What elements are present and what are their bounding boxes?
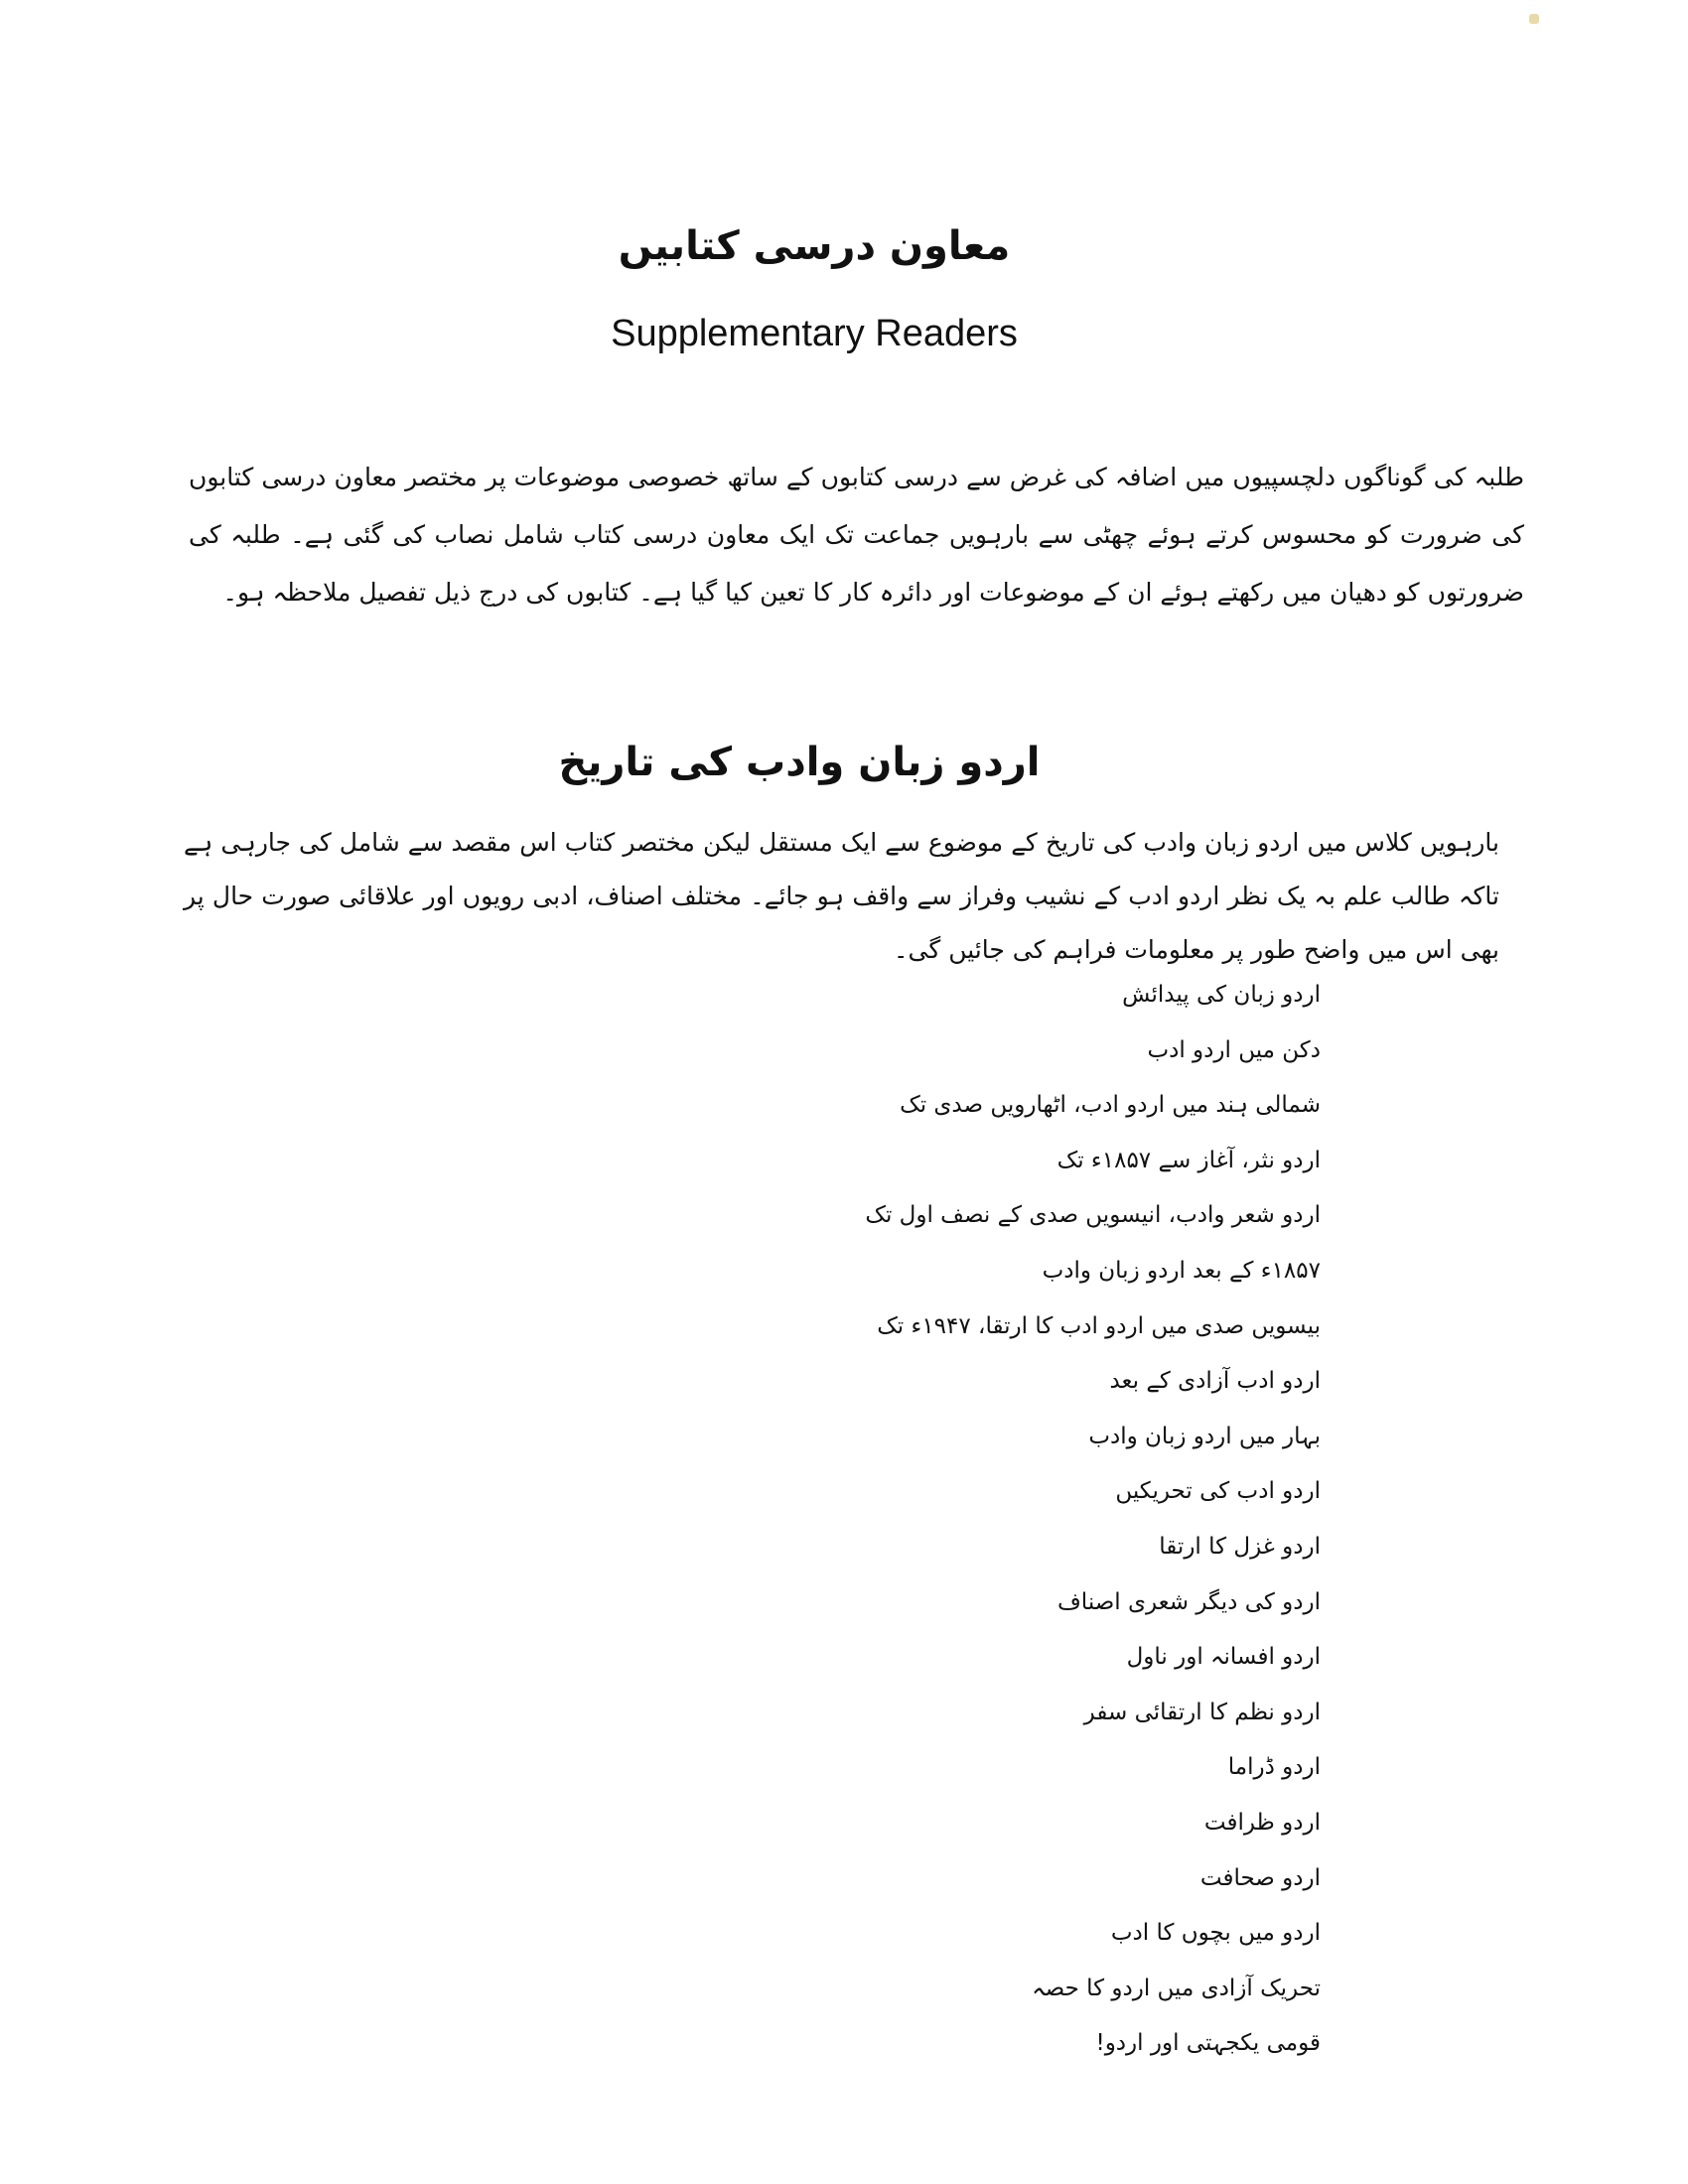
topic-item: اردو ظرافت — [1203, 1809, 1321, 1836]
topic-item: دکن میں اردو ادب — [1147, 1036, 1321, 1063]
topic-item: اردو میں بچوں کا ادب — [1110, 1920, 1321, 1947]
intro-paragraph: طلبہ کی گوناگوں دلچسپیوں میں اضافہ کی غرض سے درسی کتابوں کے ساتھ خصوصی موضوعات پر مختصر معاون درسی کتابوں کی ضرورت کو محسوس کرتے ہوئے چھٹی سے بارہویں جماعت تک ایک معاون درسی کتاب شامل نصاب کی گئی ہے۔ طلبہ کی ضرورتوں کو دھیان میں رکھتے ہوئے ان کے موضوعات اور دائرہ کار کا تعین کیا گیا ہے۔ کتابوں کی درج ذیل تفصیل ملاحظہ ہو۔ — [189, 463, 1524, 607]
topic-list — [865, 968, 1321, 2072]
topic-item: اردو ڈراما — [1227, 1754, 1321, 1781]
topic-item: اردو کی دیگر شعری اصناف — [1056, 1588, 1321, 1615]
topic-item: شمالی ہند میں اردو ادب، اٹھارویں صدی تک — [900, 1092, 1321, 1119]
topic-item: اردو صحافت — [1199, 1864, 1321, 1891]
scan-artifact — [1529, 14, 1539, 24]
topic-item: اردو نثر، آغاز سے ۱۸۵۷ء تک — [1056, 1147, 1321, 1173]
topic-item: اردو ادب کی تحریکیں — [1115, 1478, 1321, 1505]
topic-item: اردو شعر وادب، انیسویں صدی کے نصف اول تک — [865, 1202, 1321, 1229]
topic-item: اردو افسانہ اور ناول — [1126, 1644, 1321, 1671]
topic-item: اردو زبان کی پیدائش — [1122, 982, 1321, 1008]
topic-item: قومی یکجہتی اور اردو! — [1095, 2030, 1321, 2057]
topic-item: بہار میں اردو زبان وادب — [1088, 1423, 1321, 1449]
topic-item: اردو نظم کا ارتقائی سفر — [1083, 1699, 1321, 1725]
page-title-english: Supplementary Readers — [611, 313, 1018, 354]
section-paragraph: بارہویں کلاس میں اردو زبان وادب کی تاریخ کے موضوع سے ایک مستقل لیکن مختصر کتاب اس مقصد سے شامل کی جارہی ہے تاکہ طالب علم بہ یک نظر اردو ادب کے نشیب وفراز سے واقف ہو جائے۔ مختلف اصناف، ادبی رویوں اور علاقائی صورت حال پر بھی اس میں واضح طور پر معلومات فراہم کی جائیں گی۔ — [184, 828, 1499, 964]
topic-item: اردو غزل کا ارتقا — [1159, 1533, 1321, 1560]
topic-item: بیسویں صدی میں اردو ادب کا ارتقا، ۱۹۴۷ء تک — [877, 1312, 1321, 1339]
topic-item: اردو ادب آزادی کے بعد — [1109, 1368, 1321, 1395]
topic-item: تحریک آزادی میں اردو کا حصہ — [1032, 1975, 1321, 2001]
page-title-urdu: معاون درسی کتابیں — [618, 223, 1011, 269]
section-title: اردو زبان وادب کی تاریخ — [558, 740, 1041, 785]
topic-item: ۱۸۵۷ء کے بعد اردو زبان وادب — [1042, 1257, 1321, 1284]
